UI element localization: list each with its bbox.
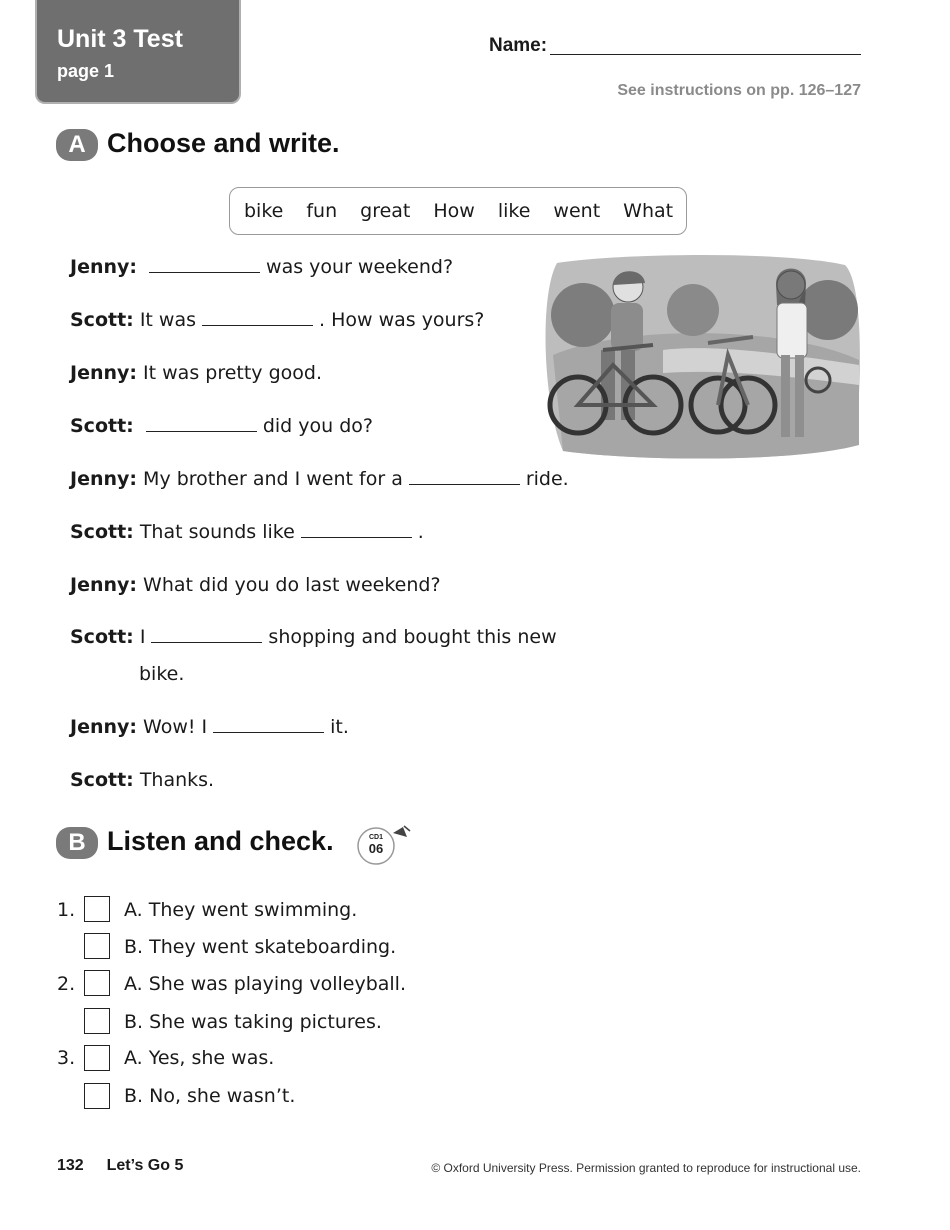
line-text: shopping and bought this new xyxy=(268,626,557,648)
word-bank-item: fun xyxy=(306,200,338,222)
word-bank xyxy=(229,187,687,235)
word-bank-item: great xyxy=(360,200,411,222)
cd-track: 06 xyxy=(368,841,384,856)
speaker: Jenny: xyxy=(70,362,137,384)
answer-option: B. They went skateboarding. xyxy=(124,936,397,958)
word-bank-item: like xyxy=(497,200,531,222)
dialogue-line-7 xyxy=(70,574,441,596)
section-a-badge: A xyxy=(56,129,98,161)
line-text: ride. xyxy=(525,468,569,490)
answer-blank[interactable] xyxy=(213,731,324,733)
speaker: Jenny: xyxy=(70,716,137,738)
word-bank-item: What xyxy=(623,200,674,222)
line-text: It was xyxy=(139,309,196,331)
instructions-note: See instructions on pp. 126–127 xyxy=(617,82,861,99)
copyright-notice: © Oxford University Press. Permission granted to reproduce for instructional use. xyxy=(431,1161,861,1175)
speaker: Jenny: xyxy=(70,256,137,278)
dialogue-line-2 xyxy=(70,309,484,331)
speaker: Scott: xyxy=(70,626,134,648)
unit-title: Unit 3 Test xyxy=(57,25,183,53)
speaker: Scott: xyxy=(70,415,134,437)
speaker: Jenny: xyxy=(70,468,137,490)
dialogue-line-4 xyxy=(70,415,373,437)
answer-blank[interactable] xyxy=(409,483,520,485)
dialogue-line-5 xyxy=(70,468,569,490)
kids-with-bikes-illustration xyxy=(543,255,863,460)
dialogue-line-8 xyxy=(70,626,557,648)
line-text: did you do? xyxy=(262,415,373,437)
line-text: it. xyxy=(330,716,349,738)
answer-blank[interactable] xyxy=(202,324,313,326)
book-title: Let’s Go 5 xyxy=(106,1157,184,1174)
answer-blank[interactable] xyxy=(149,271,260,273)
answer-blank[interactable] xyxy=(151,641,262,643)
section-b-title: Listen and check. xyxy=(107,826,334,856)
answer-option: B. No, she wasn’t. xyxy=(124,1085,296,1107)
line-text: What did you do last weekend? xyxy=(143,574,441,596)
line-text: It was pretty good. xyxy=(143,362,322,384)
line-text: . xyxy=(417,521,424,543)
word-bank-item: How xyxy=(433,200,475,222)
dialogue-line-9 xyxy=(70,716,349,738)
checkbox[interactable] xyxy=(84,933,110,959)
line-text: I xyxy=(139,626,146,648)
speaker: Scott: xyxy=(70,309,134,331)
answer-option: A. She was playing volleyball. xyxy=(124,973,407,995)
answer-option: A. Yes, she was. xyxy=(124,1047,275,1069)
word-bank-item: bike xyxy=(244,200,284,222)
word-bank-item: went xyxy=(553,200,601,222)
page-label: page 1 xyxy=(57,61,115,81)
dialogue-line-1 xyxy=(70,256,453,278)
line-text: My brother and I went for a xyxy=(143,468,403,490)
line-text: was your weekend? xyxy=(266,256,454,278)
line-text: . How was yours? xyxy=(319,309,485,331)
speaker: Scott: xyxy=(70,769,134,791)
checkbox[interactable] xyxy=(84,970,110,996)
page-number: 132 xyxy=(57,1157,84,1174)
unit-tab xyxy=(35,0,241,104)
answer-option: B. She was taking pictures. xyxy=(124,1011,382,1033)
answer-option: A. They went swimming. xyxy=(124,899,358,921)
question-number: 3. xyxy=(57,1047,76,1069)
name-label: Name: xyxy=(489,35,548,56)
cd-label: CD1 xyxy=(368,834,384,841)
line-text: Wow! I xyxy=(143,716,208,738)
section-a-title: Choose and write. xyxy=(107,128,340,158)
checkbox[interactable] xyxy=(84,896,110,922)
dialogue-line-8-continuation: bike. xyxy=(139,663,185,685)
speaker: Jenny: xyxy=(70,574,137,596)
checkbox[interactable] xyxy=(84,1008,110,1034)
section-b-badge: B xyxy=(56,827,98,859)
checkbox[interactable] xyxy=(84,1083,110,1109)
answer-blank[interactable] xyxy=(301,536,412,538)
dialogue-line-10 xyxy=(70,769,214,791)
line-text: Thanks. xyxy=(139,769,215,791)
answer-blank[interactable] xyxy=(146,430,257,432)
speaker: Scott: xyxy=(70,521,134,543)
name-field[interactable] xyxy=(550,54,861,55)
checkbox[interactable] xyxy=(84,1045,110,1071)
cd-audio-icon xyxy=(357,823,413,865)
line-text: That sounds like xyxy=(139,521,295,543)
dialogue-line-6 xyxy=(70,521,424,543)
footer-left xyxy=(57,1157,183,1175)
question-number: 2. xyxy=(57,973,76,995)
question-number: 1. xyxy=(57,899,76,921)
dialogue-line-3 xyxy=(70,362,322,384)
